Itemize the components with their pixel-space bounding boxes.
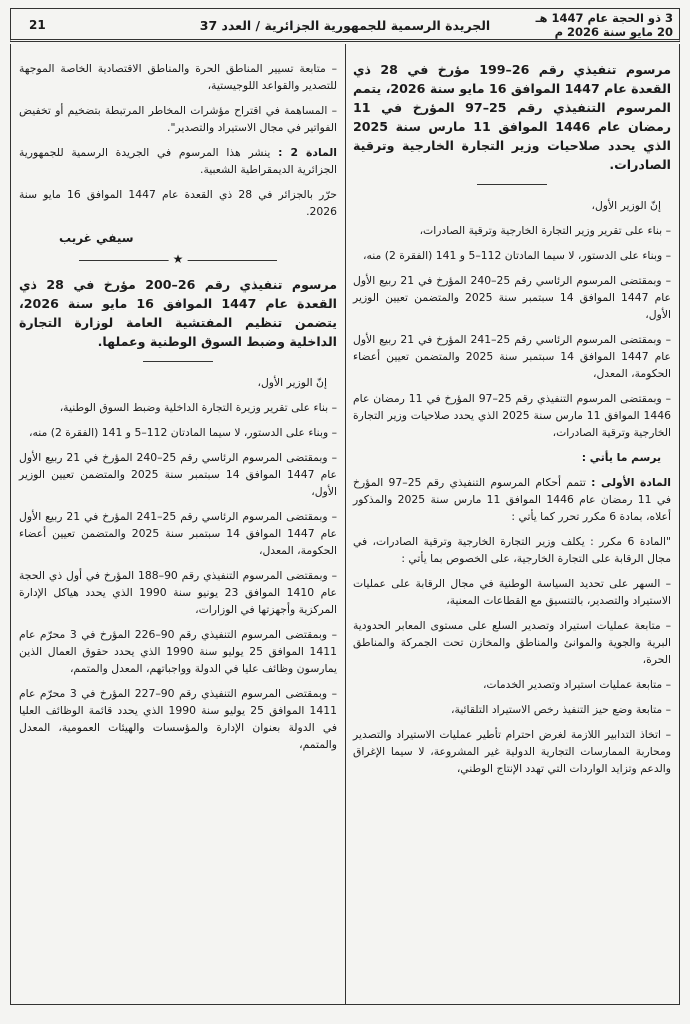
right-column	[353, 60, 671, 785]
visa-paragraph: – بناء على تقرير وزيرة التجارة الداخلية وضبط السوق الوطنية،	[59, 401, 337, 414]
bullet-item: – متابعة عمليات استيراد وتصدير الخدمات،	[482, 678, 671, 691]
visa-paragraph: – وبمقتضى المرسوم الرئاسي رقم 25–241 المؤرخ في 21 ربيع الأول عام 1447 الموافق 14 سبتمبر سنة 2025 والمتضمن تعيين أعضاء الحكومة، المعدل،	[353, 333, 672, 380]
title-rule	[143, 361, 213, 362]
star-separator	[19, 253, 337, 267]
bullet-item: – المساهمة في اقتراح مؤشرات المخاطر المرتبطة بتضخيم أو تخفيض الفواتير في مجال الاستيراد والتصدير".	[19, 104, 337, 134]
visa-paragraph: – وبمقتضى المرسوم الرئاسي رقم 25–241 المؤرخ في 21 ربيع الأول عام 1447 الموافق 14 سبتمبر سنة 2025 والمتضمن تعيين أعضاء الحكومة، المعدل،	[19, 510, 338, 557]
bullet-item: – متابعة عمليات استيراد وتصدير السلع على مستوى المعابر الحدودية البرية والجوية والموانئ والمناطق والمخازن تحت الجمركة والمناطق الحرة،	[353, 619, 671, 666]
left-column	[19, 60, 337, 761]
article-1	[353, 474, 671, 525]
bullet-item: – السهر على تحديد السياسة الوطنية في مجال الرقابة على عمليات الاستيراد والتصدير، بالتنسيق مع القطاعات المعنية،	[353, 577, 671, 607]
star-icon: ★	[169, 251, 188, 268]
article-1-text: تتمم أحكام المرسوم التنفيذي رقم 25–97 المؤرخ في 11 رمضان عام 1446 الموافق 11 مارس سنة 2025 والمذكور أعلاه، بمادة 6 مكرر تحرر كما يأتي :	[353, 476, 672, 523]
article-2	[19, 144, 337, 178]
article-6bis-quote: "المادة 6 مكرر : يكلف وزير التجارة الخارجية وترقية الصادرات، في مجال الرقابة على التجارة الخارجية، على الخصوص بما يأتي :	[353, 535, 671, 565]
visa-paragraph: – وبمقتضى المرسوم التنفيذي رقم 25–97 المؤرخ في 11 رمضان عام 1446 الموافق 11 مارس سنة 2025 الذي يحدد صلاحيات وزير التجارة الخارجية وترقية الصادرات،	[353, 392, 672, 439]
visa-paragraph: – وبناء على الدستور، لا سيما المادتان 112–5 و 141 (الفقرة 2) منه،	[363, 249, 671, 262]
visa-paragraph: – وبمقتضى المرسوم التنفيذي رقم 90–226 المؤرخ في 3 محرّم عام 1411 الموافق 25 يوليو سنة 1990 الذي يحدد حقوق العمال الذين يمارسون وظائف عليا في الدولة وواجباتهم، المعدل والمتمم،	[19, 628, 337, 675]
bullet-item: – اتخاذ التدابير اللازمة لغرض احترام تأطير عمليات الاستيراد والتصدير ومحاربة الممارسات التجارية الدولية غير المشروعة، لا سيما الإغراق والدعم وتزايد الواردات التي تهدد الإنتاج الوطني،	[353, 728, 671, 775]
done-at-line: حرّر بالجزائر في 28 ذي القعدة عام 1447 الموافق 16 مايو سنة 2026.	[19, 188, 337, 218]
signature: سيفي غريب	[59, 231, 134, 245]
prime-minister-line: إنّ الوزير الأول،	[257, 376, 327, 389]
header-page-number: 21	[29, 18, 46, 32]
visa-paragraph: – وبمقتضى المرسوم التنفيذي رقم 90–188 المؤرخ في أول ذي الحجة عام 1410 الموافق 23 يونيو سنة 1990 الذي يحدد هياكل الإدارة المركزية وأجهزتها في الوزارات،	[19, 569, 338, 616]
visa-paragraph: – وبمقتضى المرسوم التنفيذي رقم 90–227 المؤرخ في 3 محرّم عام 1411 الموافق 25 يوليو سنة 1990 الذي يحدد قائمة الوظائف العليا في الدولة بعنوان الإدارة والمؤسسات والهيئات العمومية، المعدل والمتمم،	[19, 687, 338, 751]
article-2-label: المادة 2 :	[278, 146, 338, 159]
page-header	[10, 8, 680, 42]
header-date-hijri: 3 ذو الحجة عام 1447 هـ	[535, 11, 673, 25]
visa-paragraph: – وبمقتضى المرسوم الرئاسي رقم 25–240 المؤرخ في 21 ربيع الأول عام 1447 الموافق 14 سبتمبر سنة 2025 والمتضمن تعيين الوزير الأول،	[19, 451, 338, 498]
decrees-heading: يرسم ما يأتي :	[581, 451, 661, 464]
title-rule	[477, 184, 547, 185]
column-divider	[345, 44, 346, 1004]
bullet-item: – متابعة وضع حيز التنفيذ رخص الاستيراد التلقائية،	[451, 703, 671, 716]
prime-minister-line: إنّ الوزير الأول،	[591, 199, 661, 212]
decree-199-title: مرسوم تنفيذي رقم 26–199 مؤرخ في 28 ذي القعدة عام 1447 الموافق 16 مايو سنة 2026، يتمم المرسوم التنفيذي رقم 25–97 المؤرخ في 11 رمضان عام 1446 الموافق 11 مارس سنة 2025 الذي يحدد صلاحيات وزير التجارة الخارجية وترقية الصادرات.	[353, 62, 672, 172]
visa-paragraph: – وبناء على الدستور، لا سيما المادتان 112–5 و 141 (الفقرة 2) منه،	[29, 426, 337, 439]
visa-paragraph: – بناء على تقرير وزير التجارة الخارجية وترقية الصادرات،	[419, 224, 671, 237]
content-frame	[10, 44, 680, 1005]
visa-paragraph: – وبمقتضى المرسوم الرئاسي رقم 25–240 المؤرخ في 21 ربيع الأول عام 1447 الموافق 14 سبتمبر سنة 2025 والمتضمن تعيين الوزير الأول،	[353, 274, 672, 321]
header-date-gregorian: 20 مايو سنة 2026 م	[554, 25, 673, 39]
article-1-label: المادة الأولى :	[591, 476, 671, 489]
article-2-text: ينشر هذا المرسوم في الجريدة الرسمية للجمهورية الجزائرية الديمقراطية الشعبية.	[19, 146, 337, 176]
bullet-item: – متابعة تسيير المناطق الحرة والمناطق الاقتصادية الخاصة الموجهة للتصدير والقواعد اللوجيستية،	[19, 62, 337, 92]
header-title: الجريدة الرسمية للجمهورية الجزائرية / العدد 37	[199, 18, 491, 33]
decree-200-title: مرسوم تنفيذي رقم 26–200 مؤرخ في 28 ذي القعدة عام 1447 الموافق 16 مايو سنة 2026، يتضمن تنظيم المفتشية العامة لوزارة التجارة الداخلية وضبط السوق الوطنية وعملها.	[19, 277, 337, 349]
